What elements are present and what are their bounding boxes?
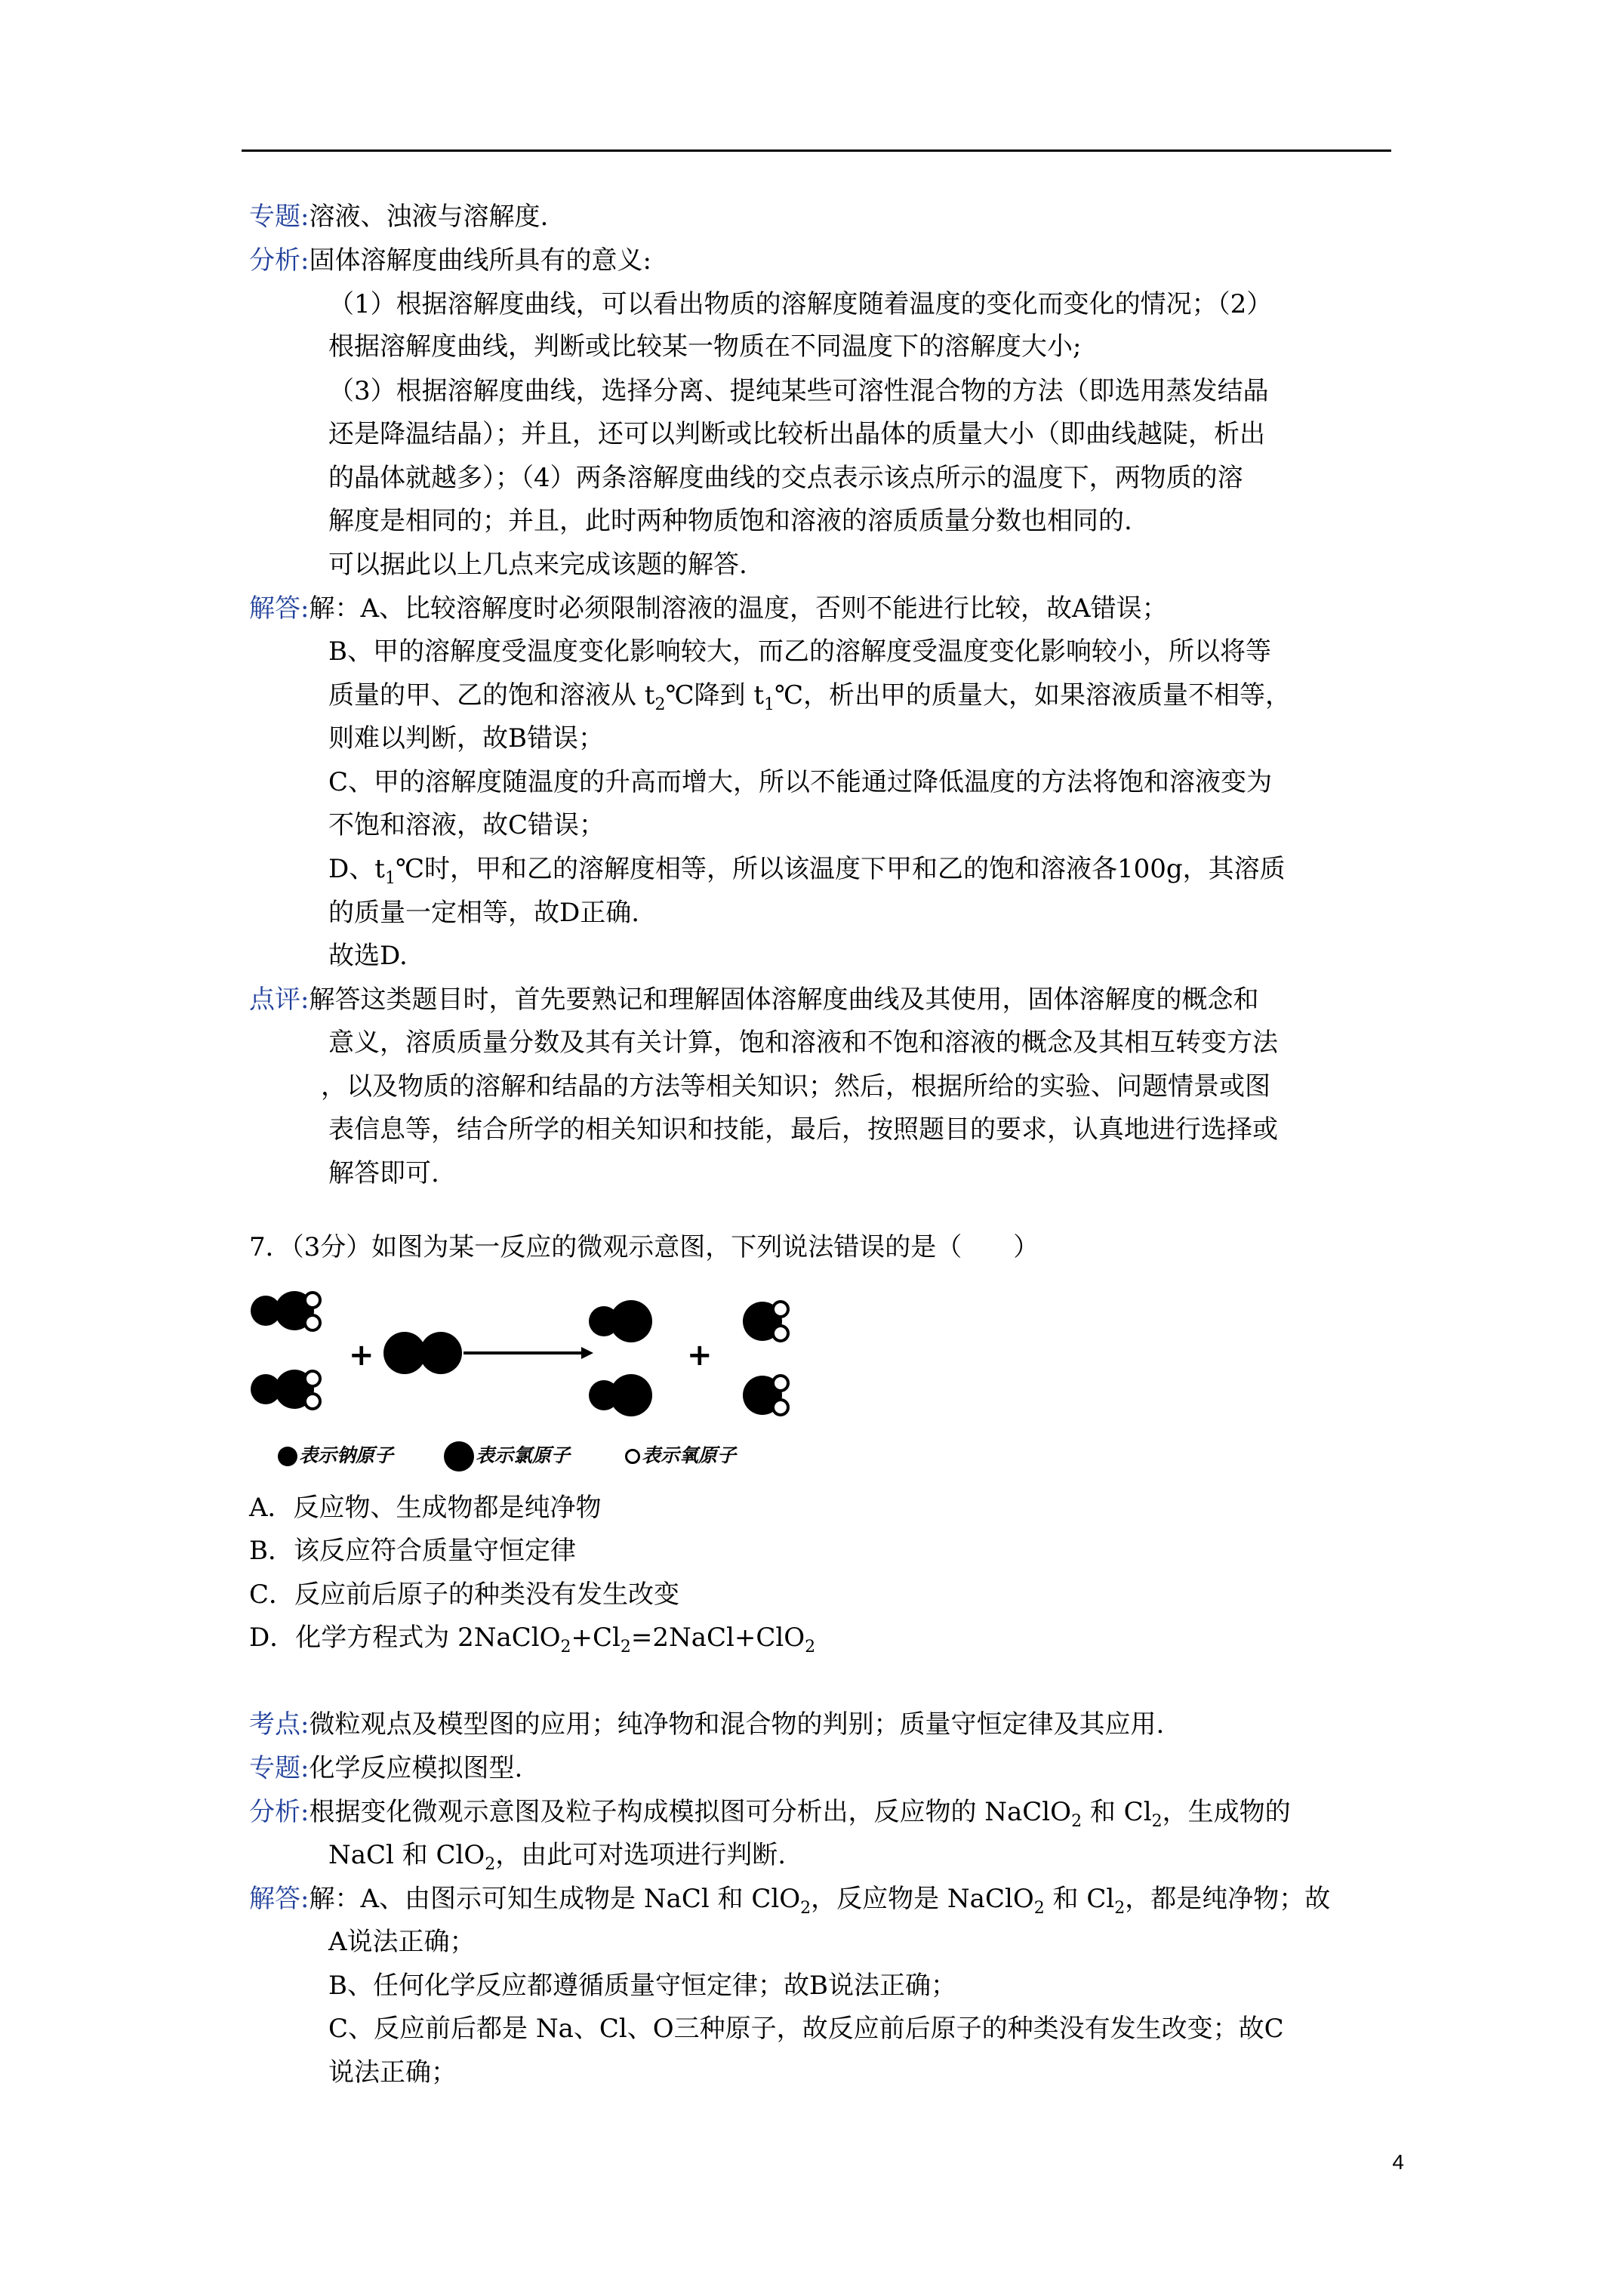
molecule-clo2 [743,1376,788,1415]
jieda-line [249,592,1168,625]
jieda-text: 的质量一定相等，故D正确. [328,898,640,928]
fenxi-text: 还是降温结晶）；并且，还可以判断或比较析出晶体的质量大小（即曲线越陡，析出 [328,419,1265,449]
dianping-text: 意义，溶质质量分数及其有关计算，饱和溶液和不饱和溶液的概念及其相互转变方法 [328,1028,1278,1058]
molecule-nacl [589,1300,652,1342]
kaodian-text: 微粒观点及模型图的应用；纯净物和混合物的判别；质量守恒定律及其应用. [309,1709,1165,1740]
header-rule [242,149,1391,152]
jieda-line: 解答:解：A、由图示可知生成物是 NaCl 和 ClO$_2$，反应物是 NaClO$_2$ 和 $Cl_2$，都是纯净物；故 [249,1884,1331,1918]
molecule-naclo2 [251,1370,320,1409]
jieda-text: 解：A、比较溶解度时必须限制溶液的温度，否则不能进行比较，故A错误； [309,593,1168,624]
jieda-text: C、反应前后都是 Na、Cl、O三种原子，故反应前后原子的种类没有发生改变；故C [328,2014,1284,2044]
fenxi-line: 分析:根据变化微观示意图及粒子构成模拟图可分析出，反应物的 NaClO$_2$ 和 $Cl_2$，生成物的 [249,1797,1291,1831]
fenxi-text: 可以据此以上几点来完成该题的解答. [328,550,747,580]
zhuanti-text: 化学反应模拟图型. [309,1753,523,1783]
molecule-clo2 [743,1302,788,1341]
plus-sign: + [349,1338,374,1373]
zhuanti-label: 专题: [249,202,310,232]
reaction-diagram [249,1282,800,1441]
jieda-text: D、$t_1℃$时，甲和乙的溶解度相等，所以该温度下甲和乙的饱和溶液各100g，其溶质 [328,854,1286,888]
jieda-text: B、任何化学反应都遵循质量守恒定律；故B说法正确； [328,1971,956,2001]
option-a: A．反应物、生成物都是纯净物 [249,1493,602,1523]
reaction-arrow [463,1347,593,1359]
jieda-text: 不饱和溶液，故C错误； [328,810,605,840]
dianping-text: ，以及物质的溶解和结晶的方法等相关知识；然后，根据所给的实验、问题情景或图 [321,1071,1270,1102]
jieda-text: C、甲的溶解度随温度的升高而增大，所以不能通过降低温度的方法将饱和溶液变为 [328,767,1273,797]
dianping-label: 点评: [249,985,310,1015]
fenxi-label: 分析: [249,245,310,276]
kaodian-label: 考点: [249,1709,310,1740]
molecule-cl2 [383,1332,462,1374]
legend-chlorine: 表示氯原子 [444,1441,570,1472]
option-d: D．化学方程式为 $2NaClO_2+Cl_2=2NaCl+ClO_2$ [249,1623,816,1657]
plus-sign: + [687,1338,713,1373]
fenxi-text: （3）根据溶解度曲线，选择分离、提纯某些可溶性混合物的方法（即选用蒸发结晶 [328,376,1269,406]
oxygen-atom-icon [625,1449,640,1464]
dianping-text: 解答这类题目时，首先要熟记和理解固体溶解度曲线及其使用，固体溶解度的概念和 [309,985,1259,1015]
fenxi-text: （1）根据溶解度曲线，可以看出物质的溶解度随着温度的变化而变化的情况；（2） [328,289,1273,319]
option-c: C．反应前后原子的种类没有发生改变 [249,1579,680,1610]
jieda-label: 解答: [249,1884,310,1914]
fenxi-text: 的晶体就越多）；（4）两条溶解度曲线的交点表示该点所示的温度下，两物质的溶 [328,463,1243,493]
page-number: 4 [1392,2150,1404,2174]
jieda-text: 说法正确； [328,2057,457,2088]
fenxi-text: NaCl 和 ClO$_2$，由此可对选项进行判断. [328,1840,787,1874]
fenxi-text: 根据溶解度曲线，判断或比较某一物质在不同温度下的溶解度大小; [328,331,1082,362]
dianping-text: 解答即可. [328,1158,439,1188]
fenxi-label: 分析: [249,1797,310,1827]
sodium-atom-icon [278,1447,297,1466]
molecule-nacl [589,1374,652,1416]
option-b: B．该反应符合质量守恒定律 [249,1536,576,1566]
molecule-naclo2 [251,1291,320,1330]
legend-oxygen: 表示氧原子 [625,1441,736,1468]
zhuanti-line [249,1752,522,1785]
fenxi-text: 固体溶解度曲线所具有的意义: [309,245,651,276]
zhuanti-label: 专题: [249,1753,310,1783]
jieda-text: 故选D. [328,941,408,971]
jieda-text: 则难以判断，故B错误； [328,723,604,754]
kaodian-line [249,1708,1164,1741]
question-7-stem: 7．（3分）如图为某一反应的微观示意图，下列说法错误的是（ ） [249,1232,1039,1262]
legend-sodium: 表示钠原子 [278,1441,393,1468]
fenxi-text: 解度是相同的；并且，此时两种物质饱和溶液的溶质质量分数也相同的. [328,506,1132,536]
zhuanti-line [249,200,548,233]
zhuanti-text: 溶液、浊液与溶解度. [309,202,549,232]
dianping-line [249,983,1258,1016]
fenxi-line [249,244,651,277]
jieda-label: 解答: [249,593,310,624]
jieda-text: A说法正确； [328,1927,476,1957]
chlorine-atom-icon [444,1441,474,1472]
dianping-text: 表信息等，结合所学的相关知识和技能，最后，按照题目的要求，认真地进行选择或 [328,1114,1278,1145]
jieda-text: 质量的甲、乙的饱和溶液从 $t_2℃$降到 $t_1℃$，析出甲的质量大，如果溶液质量不相等， [328,680,1292,714]
jieda-text: B、甲的溶解度受温度变化影响较大，而乙的溶解度受温度变化影响较小，所以将等 [328,636,1271,667]
